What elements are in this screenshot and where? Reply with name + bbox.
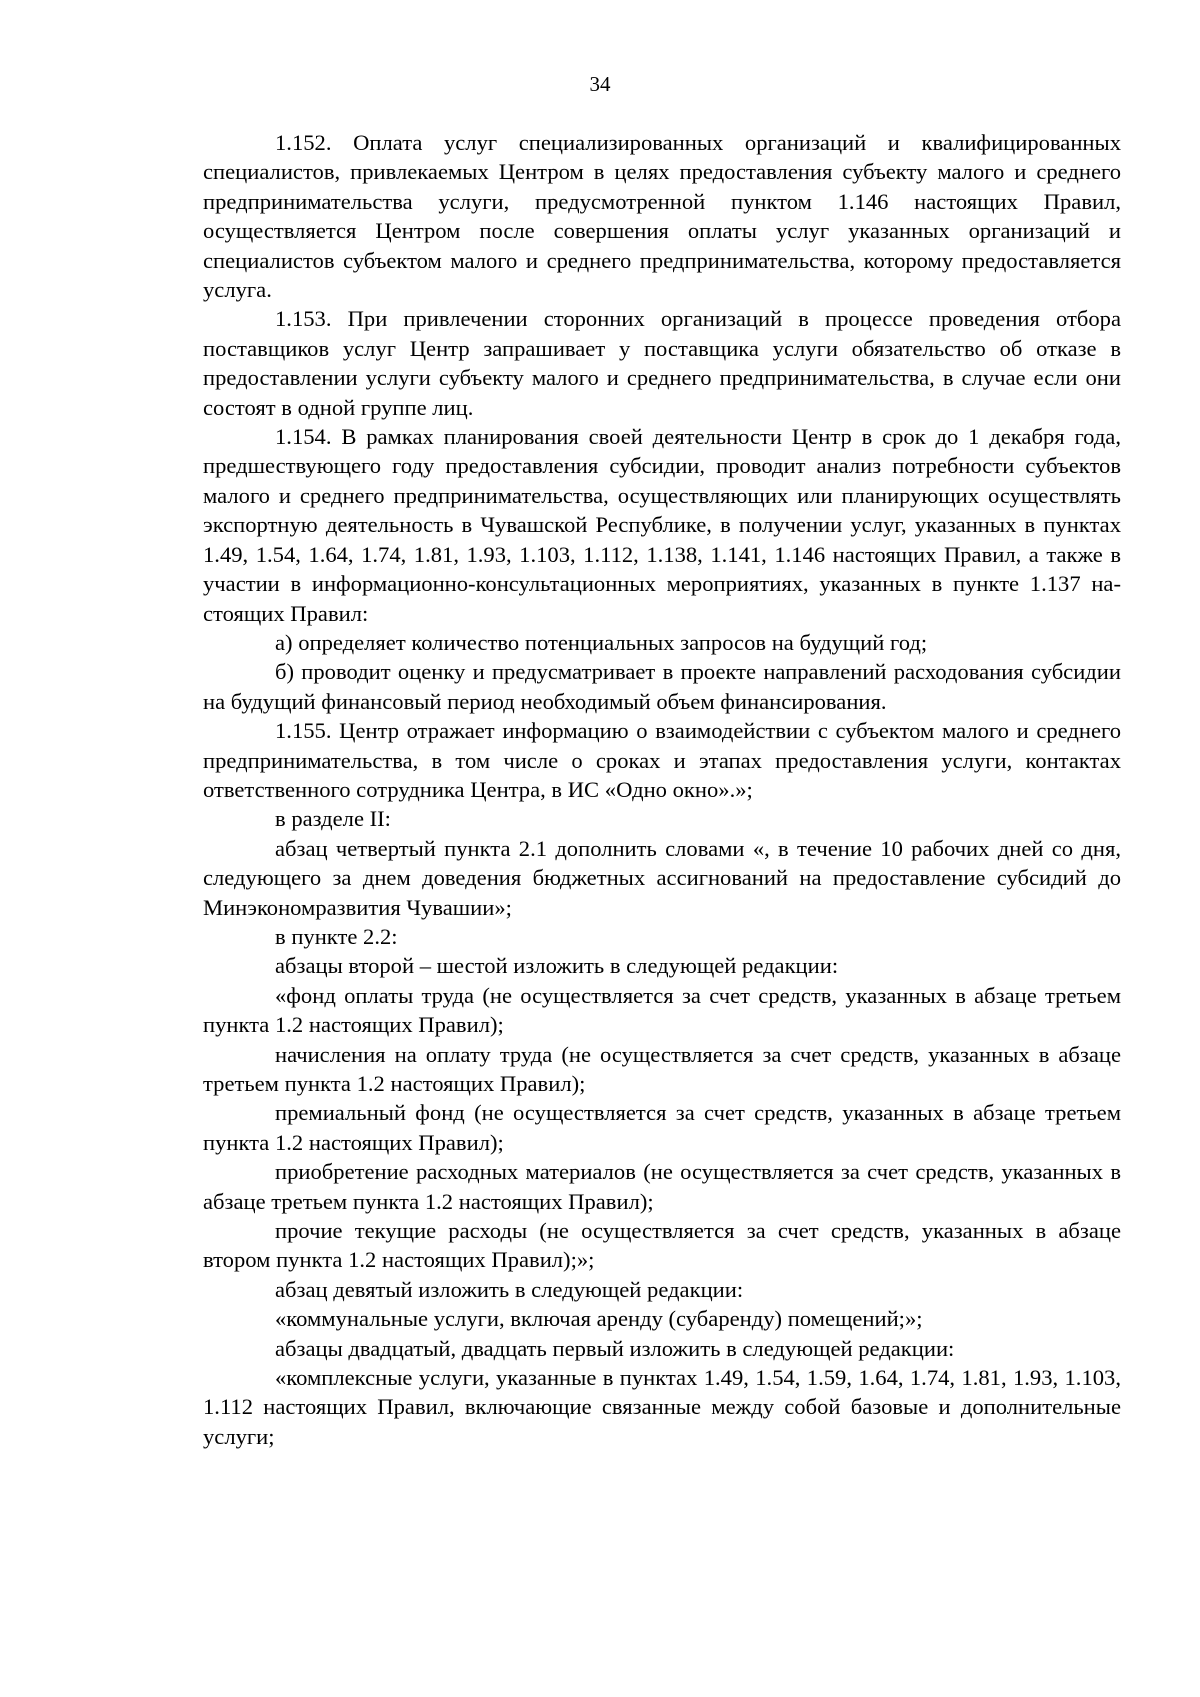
paragraph-2-1-amendment: абзац четвертый пункта 2.1 дополнить словами «, в течение 10 рабочих дней со дня, следующего за днем доведения бюджетных ассигнований на предоставление субсидий до Минэкономразвития Чувашии»; xyxy=(203,835,1121,920)
paragraph-twentieth-intro: абзацы двадцатый, двадцать первый изложить в следующей редакции: xyxy=(275,1335,955,1361)
paragraph-consumables: приобретение расходных материалов (не осуществляется за счет средств, указанных в абзаце третьем пункта 1.2 настоящих Правил); xyxy=(203,1159,1121,1214)
paragraph-1-155: 1.155. Центр отражает информацию о взаимодействии с субъектом малого и среднего предпринимательства, в том числе о сроках и этапах предоставления услуги, контактах ответственного сотрудника Центра, в ИС «Одно окно».»; xyxy=(203,718,1121,802)
paragraph-1-153: 1.153. При привлечении сторонних организаций в процессе проведения отбора поставщиков услуг Центр запрашивает у поставщика услуги обязательство об отказе в предоставлении услуги субъекту малого и среднего предпринимательства, в случае если они состоят в одной группе лиц. xyxy=(203,306,1121,420)
page-number: 34 xyxy=(589,72,611,96)
paragraph-wage-fund: «фонд оплаты труда (не осуществляется за счет средств, указанных в абзаце третьем пункта 1.2 настоящих Правил); xyxy=(203,982,1121,1038)
paragraph-complex-services: «комплексные услуги, указанные в пунктах 1.49, 1.54, 1.59, 1.64, 1.74, 1.81, 1.93, 1.103, 1.112 настоящих Правил, включающие связанные между собой базовые и дополнительные услуги; xyxy=(203,1365,1121,1449)
paragraph-utilities: «коммунальные услуги, включая аренду (субаренду) помещений;»; xyxy=(275,1306,923,1332)
paragraph-payroll-charges: начисления на оплату труда (не осуществляется за счет средств, указанных в абзаце третьем пункта 1.2 настоящих Правил); xyxy=(203,1041,1121,1096)
paragraph-1-154: 1.154. В рамках планирования своей деятельности Центр в срок до 1 декабря года, предшествующего году предоставления субсидии, проводит анализ потребности субъектов малого и среднего предпринимательства, осуществляющих или планирующих осуществлять экспортную деятельность в Чувашской Республике, в получении услуг, указанных в пунктах 1.49, 1.54, 1.64, 1.74, 1.81, 1.93, 1.103, 1.112, 1.138, 1.141, 1.146 настоящих Правил, а также в участии в информационно-консультационных мероприятиях, указанных в пункте 1.137 настоящих Правил: xyxy=(203,424,1121,626)
paragraph-bonus-fund: премиальный фонд (не осуществляется за счет средств, указанных в абзаце третьем пункта 1.2 настоящих Правил); xyxy=(203,1100,1121,1155)
paragraph-2-2-heading: в пункте 2.2: xyxy=(275,923,398,949)
paragraph-ninth-intro: абзац девятый изложить в следующей редакции: xyxy=(275,1276,744,1302)
paragraph-other-expenses: прочие текущие расходы (не осуществляется за счет средств, указанных в абзаце втором пункта 1.2 настоящих Правил);»; xyxy=(203,1218,1121,1273)
paragraph-item-a: а) определяет количество потенциальных запросов на будущий год; xyxy=(275,629,928,655)
paragraph-2-6-intro: абзацы второй – шестой изложить в следующей редакции: xyxy=(275,953,839,979)
paragraph-section-ii: в разделе II: xyxy=(275,806,391,832)
document-body xyxy=(203,128,1121,1451)
paragraph-1-152: 1.152. Оплата услуг специализированных организаций и квалифицированных специалистов, привлекаемых Центром в целях предоставления субъекту малого и среднего предпринимательства услуги, предусмотренной пунктом 1.146 настоящих Правил, осуществляется Центром после совершения оплаты услуг указанных организаций и специалистов субъектом малого и среднего предпринимательства, которому предоставляется услуга. xyxy=(203,130,1121,303)
paragraph-item-b: б) проводит оценку и предусматривает в проекте направлений расходования субсидии на будущий финансовый период необходимый объем финансирования. xyxy=(203,659,1121,714)
